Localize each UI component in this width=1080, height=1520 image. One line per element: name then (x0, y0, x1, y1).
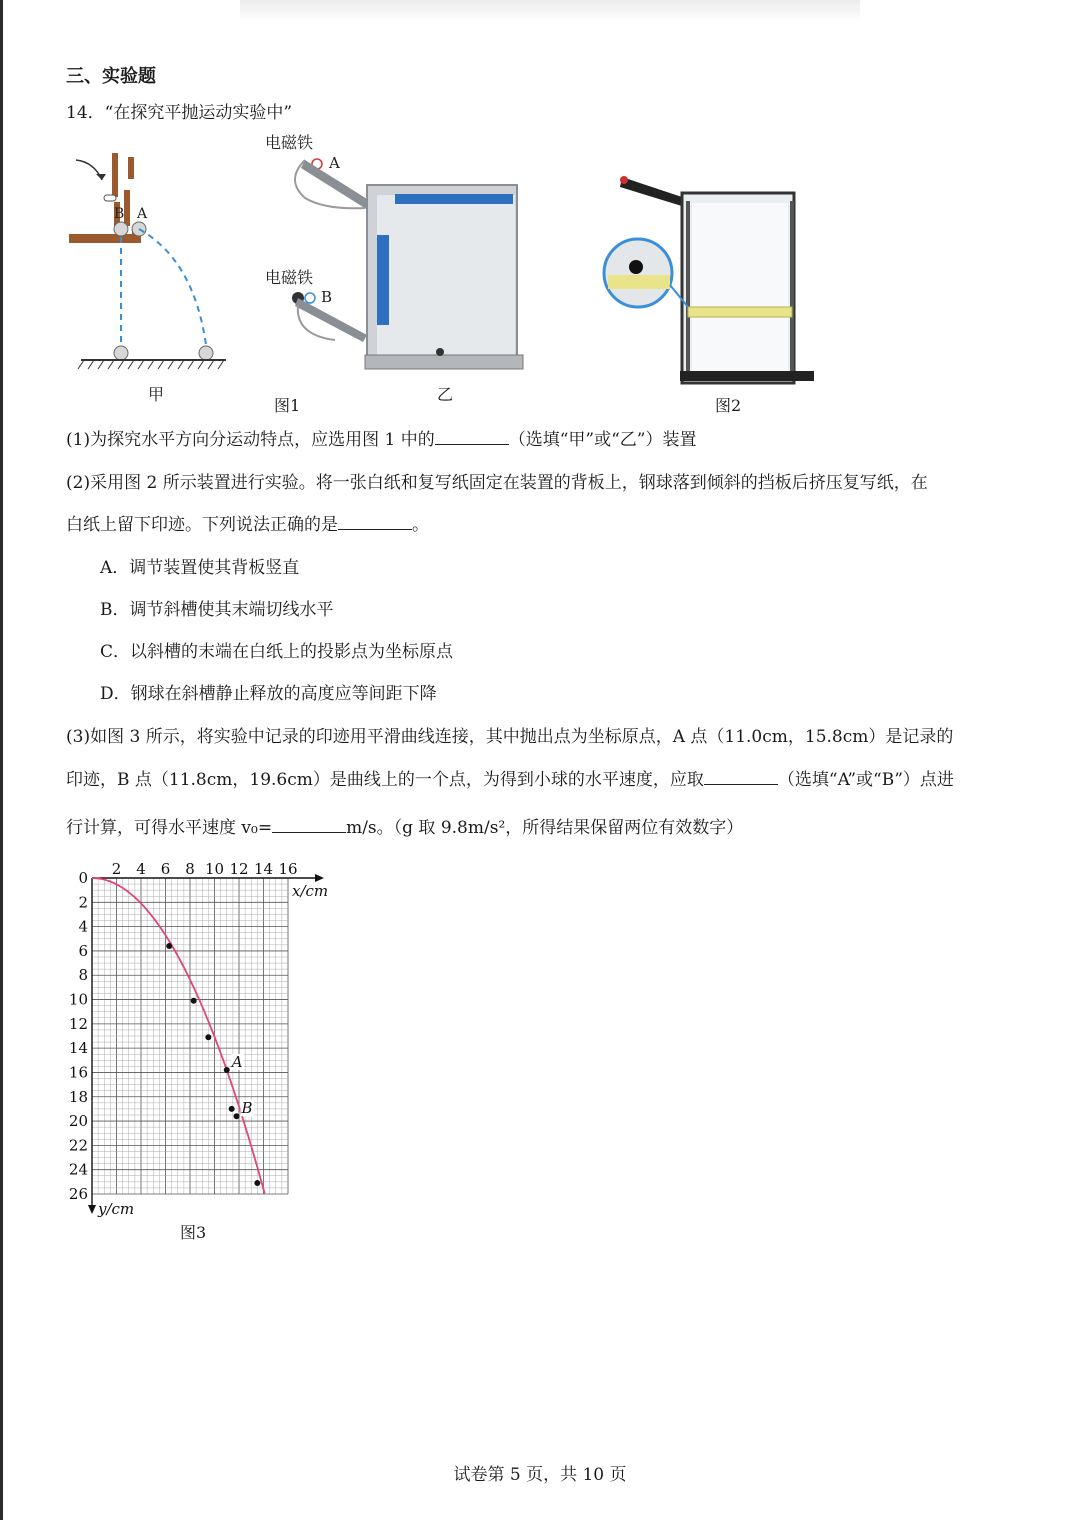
fig1-yi-photo (265, 130, 530, 375)
point-label: A (231, 1053, 243, 1072)
y-tick-label: 14 (68, 1039, 88, 1058)
option-c[interactable]: C．以斜槽的末端在白纸上的投影点为坐标原点 (100, 642, 454, 662)
p1-text-after: （选填“甲”或“乙”）装置 (508, 430, 697, 450)
question-part-2-line2 (66, 510, 429, 535)
p3-point-blank[interactable] (704, 770, 778, 785)
p1-text-before: (1)为探究水平方向分运动特点，应选用图 1 中的 (66, 430, 435, 450)
data-point (254, 1180, 260, 1186)
data-point (191, 998, 197, 1004)
y-tick-label: 20 (68, 1112, 88, 1131)
y-tick-label: 24 (68, 1160, 88, 1179)
y-tick-label: 12 (68, 1014, 88, 1033)
fig3-caption: 图3 (180, 1223, 207, 1242)
x-axis-arrow (315, 874, 324, 882)
point-label: B (241, 1099, 253, 1118)
option-d[interactable]: D．钢球在斜槽静止释放的高度应等间距下降 (100, 684, 437, 704)
p2-answer-blank[interactable] (338, 515, 412, 530)
question-part-1 (66, 425, 696, 450)
p3-velocity-blank[interactable] (272, 818, 346, 833)
data-point (224, 1067, 230, 1073)
x-tick-label: 2 (111, 860, 122, 878)
p2-text-before: 白纸上留下印迹。下列说法正确的是 (66, 515, 338, 535)
option-a[interactable]: A．调节装置使其背板竖直 (100, 558, 300, 578)
p2-line-1: (2)采用图 2 所示装置进行实验。将一张白纸和复写纸固定在装置的背板上，钢球落到倾斜的挡板后挤压复写纸，在 (66, 473, 928, 493)
fig2-photo (602, 165, 817, 385)
point-b-label: B (321, 288, 333, 306)
data-point (166, 943, 172, 949)
x-tick-label: 12 (229, 860, 249, 878)
p3-line3-after: m/s。（g 取 9.8m/s²，所得结果保留两位有效数字） (346, 818, 744, 838)
fig1-caption: 图1 (274, 396, 301, 415)
p1-answer-blank[interactable] (435, 430, 509, 445)
x-tick-label: 16 (278, 860, 298, 878)
data-point (234, 1113, 240, 1119)
fig1-ball-a-label: A (137, 206, 148, 222)
option-b[interactable]: B．调节斜槽使其末端切线水平 (100, 600, 334, 620)
y-tick-label: 2 (78, 893, 88, 912)
top-scan-shadow (240, 0, 860, 22)
y-axis-label: y/cm (98, 1200, 135, 1218)
point-a-label: A (329, 154, 340, 172)
x-tick-label: 8 (185, 860, 195, 878)
y-tick-label: 4 (78, 917, 88, 936)
y-tick-label: 18 (68, 1087, 88, 1106)
page-footer: 试卷第 5 页，共 10 页 (453, 1465, 627, 1485)
y-tick-label: 0 (78, 869, 88, 887)
fig1-yi-label: 乙 (437, 385, 454, 404)
fig1-jia-label: 甲 (148, 385, 165, 404)
x-tick-label: 10 (204, 860, 225, 878)
left-border (0, 0, 3, 1520)
question-part-3-line3 (66, 813, 743, 838)
y-tick-label: 6 (78, 941, 88, 960)
x-axis-label: x/cm (292, 882, 329, 900)
fig2-caption: 图2 (715, 396, 742, 415)
y-tick-label: 26 (68, 1185, 88, 1203)
y-tick-label: 16 (68, 1063, 88, 1082)
magnet-bottom-label: 电磁铁 (265, 268, 314, 287)
y-tick-label: 22 (68, 1136, 88, 1155)
fig3-trajectory-chart (60, 850, 350, 1220)
question-head: 14．“在探究平抛运动实验中” (66, 103, 293, 123)
y-axis-arrow (88, 1205, 96, 1214)
p3-line2-after: （选填“A”或“B”）点进 (777, 770, 954, 790)
fig1-jia-diagram (66, 150, 236, 380)
x-tick-label: 14 (253, 860, 274, 878)
y-tick-label: 10 (68, 990, 88, 1009)
x-tick-label: 4 (136, 860, 146, 878)
p3-line3-before: 行计算，可得水平速度 v₀= (66, 818, 273, 838)
p3-line-1: (3)如图 3 所示，将实验中记录的印迹用平滑曲线连接，其中抛出点为坐标原点，A 点（11.0cm，15.8cm）是记录的 (66, 727, 954, 747)
data-point (205, 1034, 211, 1040)
p3-line2-before: 印迹，B 点（11.8cm，19.6cm）是曲线上的一个点，为得到小球的水平速度，应取 (66, 770, 704, 790)
data-point (229, 1106, 235, 1112)
section-title: 三、实验题 (66, 66, 156, 87)
p2-text-after: 。 (412, 515, 429, 535)
x-tick-label: 6 (160, 860, 171, 878)
question-part-3-line2 (66, 765, 954, 790)
fig1-ball-b-label: B (114, 206, 125, 222)
y-tick-label: 8 (78, 966, 88, 985)
magnet-top-label: 电磁铁 (265, 133, 314, 152)
